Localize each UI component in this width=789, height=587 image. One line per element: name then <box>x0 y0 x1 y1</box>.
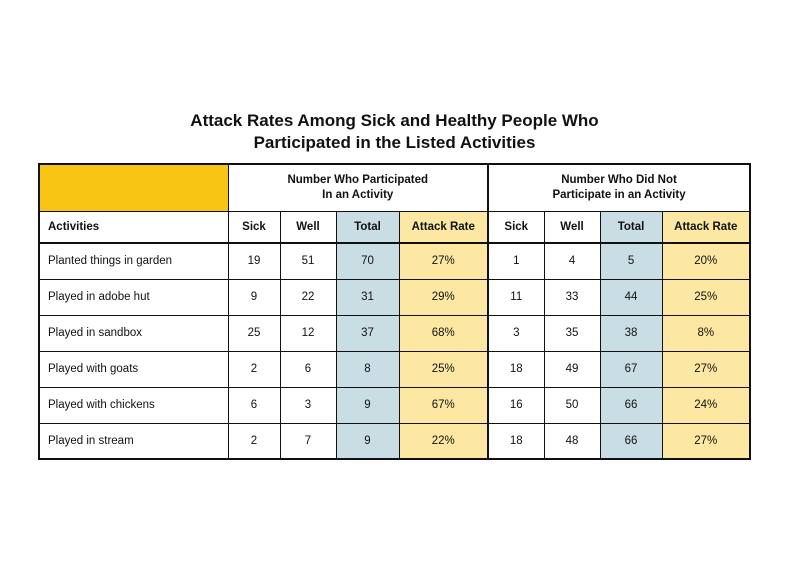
total-cell: 31 <box>336 279 399 315</box>
well-cell: 7 <box>280 423 336 459</box>
well-not-cell: 48 <box>544 423 600 459</box>
group-header-not-participated-line2: Participate in an Activity <box>552 188 686 201</box>
table-row <box>39 315 750 351</box>
column-header-attack-rate-not: Attack Rate <box>662 211 750 243</box>
table-row <box>39 423 750 459</box>
attack-rate-not-cell: 27% <box>662 351 750 387</box>
sick-not-cell: 16 <box>488 387 544 423</box>
total-cell: 37 <box>336 315 399 351</box>
attack-rate-cell: 67% <box>399 387 488 423</box>
column-header-sick-not: Sick <box>488 211 544 243</box>
sick-cell: 25 <box>228 315 280 351</box>
sick-cell: 2 <box>228 351 280 387</box>
sick-not-cell: 1 <box>488 243 544 279</box>
group-header-participated-line1: Number Who Participated <box>287 173 429 186</box>
attack-rate-cell: 25% <box>399 351 488 387</box>
sick-not-cell: 3 <box>488 315 544 351</box>
total-not-cell: 66 <box>600 387 662 423</box>
sick-cell: 6 <box>228 387 280 423</box>
well-not-cell: 4 <box>544 243 600 279</box>
table-body <box>39 243 750 459</box>
activity-cell: Played with chickens <box>39 387 228 423</box>
well-not-cell: 35 <box>544 315 600 351</box>
well-not-cell: 50 <box>544 387 600 423</box>
attack-rate-cell: 29% <box>399 279 488 315</box>
group-header-not-participated <box>488 164 750 211</box>
attack-rate-cell: 68% <box>399 315 488 351</box>
group-header-participated-line2: In an Activity <box>322 188 394 201</box>
activity-cell: Played with goats <box>39 351 228 387</box>
well-not-cell: 49 <box>544 351 600 387</box>
sick-cell: 19 <box>228 243 280 279</box>
sick-cell: 9 <box>228 279 280 315</box>
activity-cell: Played in stream <box>39 423 228 459</box>
total-cell: 9 <box>336 423 399 459</box>
column-header-well-not: Well <box>544 211 600 243</box>
table-row <box>39 387 750 423</box>
sick-not-cell: 18 <box>488 423 544 459</box>
well-cell: 6 <box>280 351 336 387</box>
well-cell: 12 <box>280 315 336 351</box>
activity-cell: Planted things in garden <box>39 243 228 279</box>
well-cell: 3 <box>280 387 336 423</box>
column-header-attack-rate: Attack Rate <box>399 211 488 243</box>
sick-not-cell: 11 <box>488 279 544 315</box>
group-header-participated <box>228 164 488 211</box>
total-not-cell: 38 <box>600 315 662 351</box>
attack-rate-not-cell: 20% <box>662 243 750 279</box>
well-cell: 22 <box>280 279 336 315</box>
attack-rate-not-cell: 24% <box>662 387 750 423</box>
column-header-well: Well <box>280 211 336 243</box>
title-line-2: Participated in the Listed Activities <box>253 133 536 152</box>
total-cell: 9 <box>336 387 399 423</box>
total-not-cell: 66 <box>600 423 662 459</box>
group-header-not-participated-line1: Number Who Did Not <box>561 173 677 186</box>
column-header-total: Total <box>336 211 399 243</box>
well-not-cell: 33 <box>544 279 600 315</box>
total-not-cell: 5 <box>600 243 662 279</box>
total-cell: 8 <box>336 351 399 387</box>
sick-cell: 2 <box>228 423 280 459</box>
attack-rate-cell: 22% <box>399 423 488 459</box>
column-header-sick: Sick <box>228 211 280 243</box>
chart-title <box>0 110 789 154</box>
table-row <box>39 243 750 279</box>
column-header-activities: Activities <box>39 211 228 243</box>
attack-rate-not-cell: 8% <box>662 315 750 351</box>
header-color-block <box>39 164 228 211</box>
activity-cell: Played in sandbox <box>39 315 228 351</box>
sick-not-cell: 18 <box>488 351 544 387</box>
total-not-cell: 67 <box>600 351 662 387</box>
table-row <box>39 351 750 387</box>
total-not-cell: 44 <box>600 279 662 315</box>
attack-rate-not-cell: 27% <box>662 423 750 459</box>
table-row <box>39 279 750 315</box>
total-cell: 70 <box>336 243 399 279</box>
attack-rate-cell: 27% <box>399 243 488 279</box>
attack-rate-not-cell: 25% <box>662 279 750 315</box>
well-cell: 51 <box>280 243 336 279</box>
activity-cell: Played in adobe hut <box>39 279 228 315</box>
column-header-total-not: Total <box>600 211 662 243</box>
title-line-1: Attack Rates Among Sick and Healthy People Who <box>190 111 599 130</box>
attack-rate-table <box>38 163 751 460</box>
